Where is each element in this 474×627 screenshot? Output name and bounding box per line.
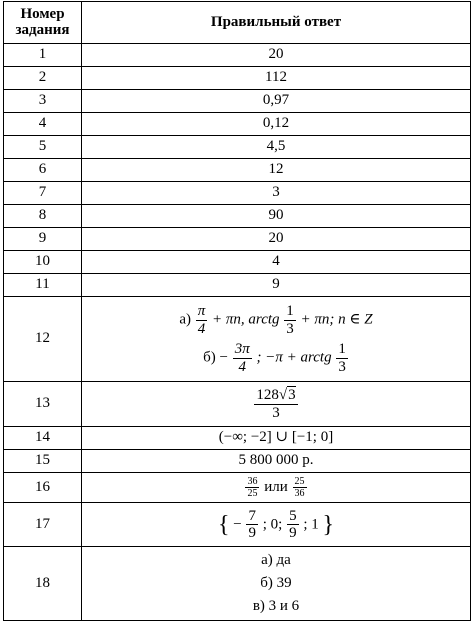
task-number: 6	[4, 159, 82, 182]
task-number: 10	[4, 251, 82, 274]
table-row	[4, 90, 471, 113]
answer-cell: 0,12	[82, 113, 471, 136]
fraction: $\frac{128√3}{3}$	[256, 387, 296, 421]
table-row-18	[4, 547, 471, 621]
answer-cell: 4	[82, 251, 471, 274]
header-task-number: Номер задания	[4, 2, 82, 44]
header-row	[4, 2, 471, 44]
answer-cell: 20	[82, 228, 471, 251]
fraction: $\frac{36}{25}$	[247, 476, 258, 499]
answer-cell: { − $\frac{7}{9}$ ; 0; $\frac{5}{9}$ ; 1 }	[82, 503, 471, 547]
table-row	[4, 205, 471, 228]
fraction: $\frac{1}{3}$	[338, 341, 346, 375]
task-number: 2	[4, 67, 82, 90]
fraction: $\frac{3\pi}{4}$	[234, 341, 250, 375]
answer-cell: а) да б) 39 в) 3 и 6	[82, 547, 471, 621]
answer-cell: 0,97	[82, 90, 471, 113]
answer-cell	[82, 382, 471, 427]
task-number: 5	[4, 136, 82, 159]
answers-table	[3, 1, 471, 621]
table-row-14	[4, 427, 471, 450]
table-row-15	[4, 450, 471, 473]
task-number: 3	[4, 90, 82, 113]
answer-12-a: а) $\frac{\pi}{4}$ + πn, arctg $\frac{1}{3}$ + πn; n ∈ Z	[179, 303, 373, 337]
fraction: $\frac{\pi}{4}$	[197, 303, 206, 337]
task-number: 4	[4, 113, 82, 136]
task-number: 11	[4, 274, 82, 297]
fraction: $\frac{5}{9}$	[289, 507, 297, 541]
table-row	[4, 228, 471, 251]
table-row	[4, 274, 471, 297]
answer-cell: 9	[82, 274, 471, 297]
task-number: 13	[4, 382, 82, 427]
task-number: 14	[4, 427, 82, 450]
fraction: $\frac{25}{36}$	[294, 476, 305, 499]
table-row-13	[4, 382, 471, 427]
task-number: 16	[4, 473, 82, 503]
table-row	[4, 182, 471, 205]
answer-cell: $\frac{36}{25}$ или $\frac{25}{36}$	[82, 473, 471, 503]
header-correct-answer: Правильный ответ	[82, 2, 471, 44]
answer-cell: 20	[82, 44, 471, 67]
task-number: 8	[4, 205, 82, 228]
answer-cell: 90	[82, 205, 471, 228]
task-number: 1	[4, 44, 82, 67]
table-row	[4, 67, 471, 90]
table-row-17	[4, 503, 471, 547]
fraction: $\frac{1}{3}$	[286, 303, 294, 337]
answer-cell: (−∞; −2] ∪ [−1; 0]	[82, 427, 471, 450]
task-number: 12	[4, 297, 82, 382]
task-number: 18	[4, 547, 82, 621]
table-row	[4, 251, 471, 274]
task-number: 15	[4, 450, 82, 473]
answer-cell: 112	[82, 67, 471, 90]
table-row	[4, 136, 471, 159]
answer-cell	[82, 297, 471, 382]
task-number: 17	[4, 503, 82, 547]
answer-cell: 3	[82, 182, 471, 205]
task-number: 7	[4, 182, 82, 205]
table-row-16	[4, 473, 471, 503]
answer-cell: 5 800 000 р.	[82, 450, 471, 473]
table-row	[4, 44, 471, 67]
answer-12-b: б) − $\frac{3\pi}{4}$ ; −π + arctg $\frac{1}{3}$	[203, 341, 346, 375]
answer-cell: 12	[82, 159, 471, 182]
task-number: 9	[4, 228, 82, 251]
answer-cell: 4,5	[82, 136, 471, 159]
table-row	[4, 159, 471, 182]
fraction: $\frac{7}{9}$	[248, 507, 256, 541]
table-row-12	[4, 297, 471, 382]
table-row	[4, 113, 471, 136]
